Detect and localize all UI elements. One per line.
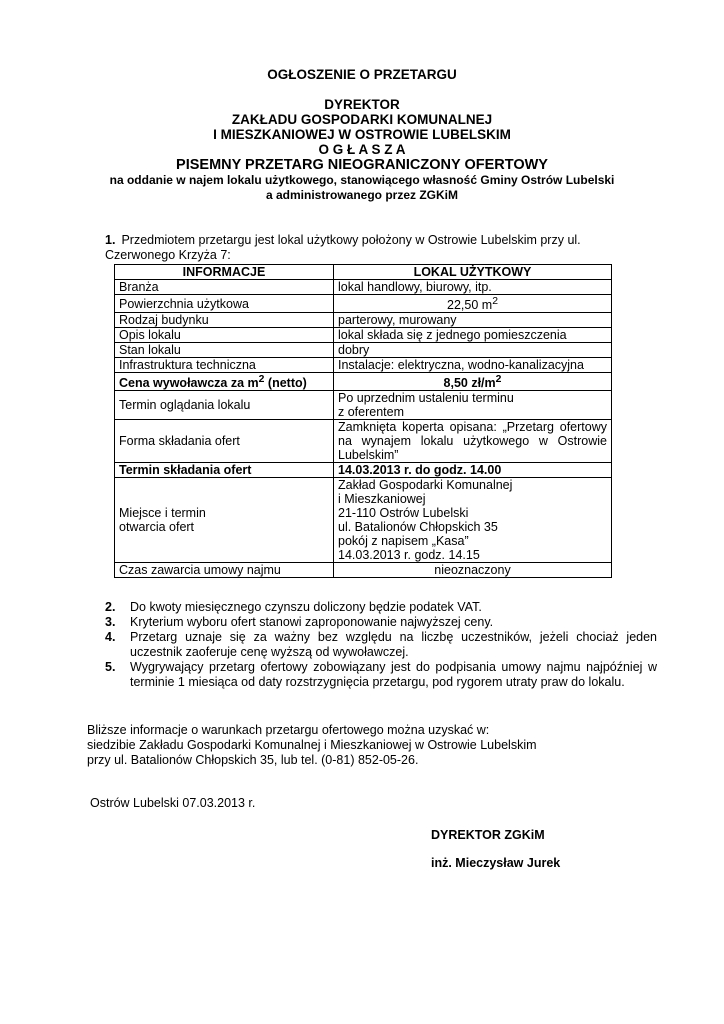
subtitle-line-2: a administrowanego przez ZGKiM	[265, 188, 459, 202]
more-info: Bliższe informacje o warunkach przetargu ofertowego można uzyskać w: siedzibie Zakładu Gospodarki Komunalnej i Mieszkaniowej w Ostrowie Lubelskim przy ul. Batalionów Chłopskich 35, lub tel. (0-81) 852-05-26.	[87, 723, 537, 767]
header-informacje: INFORMACJE	[115, 265, 334, 280]
place-date: Ostrów Lubelski 07.03.2013 r.	[90, 796, 256, 810]
subtitle-line-1: na oddanie w najem lokalu użytkowego, stanowiącego własność Gminy Ostrów Lubelski	[109, 173, 615, 187]
row-value: 8,50 $zł/m^2$	[334, 373, 612, 391]
conditions-list	[105, 600, 657, 690]
row-label: Cena wywoławcza za $m^2$ (netto)	[115, 373, 334, 391]
org-line-2: ZAKŁADU GOSPODARKI KOMUNALNEJ	[231, 112, 493, 127]
list-item: 4. Przetarg uznaje się za ważny bez względu na liczbę uczestników, jeżeli chociaż jeden uczestnik zaoferuje cenę wyższą od wywoławczej.	[105, 630, 657, 659]
org-line-1: DYREKTOR	[324, 97, 400, 112]
row-label: Termin składania ofert	[115, 463, 334, 478]
table-row	[115, 328, 612, 343]
tender-type: PISEMNY PRZETARG NIEOGRANICZONY OFERTOWY	[176, 157, 548, 173]
row-label: Infrastruktura techniczna	[115, 358, 334, 373]
row-value: Instalacje: elektryczna, wodno-kanalizacyjna	[334, 358, 612, 373]
table-row	[115, 280, 612, 295]
row-label: Branża	[115, 280, 334, 295]
row-value: Zamknięta koperta opisana: „Przetarg ofertowy na wynajem lokalu użytkowego w Ostrowie Lubelskim”	[334, 420, 612, 463]
list-item: 5. Wygrywający przetarg ofertowy zobowiązany jest do podpisania umowy najmu najpóźniej w terminie 1 miesiąca od daty rozstrzygnięcia przetargu, pod rygorem utraty praw do lokalu.	[105, 660, 657, 689]
announces-line: O G Ł A S Z A	[318, 142, 406, 157]
document-title: OGŁOSZENIE O PRZETARGU	[267, 67, 457, 82]
signature-title: DYREKTOR ZGKiM	[431, 828, 545, 842]
row-label: Miejsce i termin otwarcia ofert	[115, 478, 334, 563]
table-row	[115, 463, 612, 478]
table-row	[115, 391, 612, 420]
table-row	[115, 358, 612, 373]
org-line-3: I MIESZKANIOWEJ W OSTROWIE LUBELSKIM	[213, 127, 511, 142]
row-label: Termin oglądania lokalu	[115, 391, 334, 420]
row-label: Opis lokalu	[115, 328, 334, 343]
table-row	[115, 420, 612, 463]
row-value: lokal handlowy, biurowy, itp.	[334, 280, 612, 295]
table-row	[115, 563, 612, 578]
intro-text: Przedmiotem przetargu jest lokal użytkowy położony w Ostrowie Lubelskim przy ul. Czerwonego Krzyża 7:	[105, 233, 581, 262]
header-lokal: LOKAL UŻYTKOWY	[334, 265, 612, 280]
intro-number: 1.	[105, 233, 116, 247]
property-info-table	[114, 264, 612, 578]
row-label: Stan lokalu	[115, 343, 334, 358]
row-value: 22,50 $m^2$	[334, 295, 612, 313]
row-value: parterowy, murowany	[334, 313, 612, 328]
list-item: 2. Do kwoty miesięcznego czynszu doliczony będzie podatek VAT.	[105, 600, 482, 614]
table-row	[115, 343, 612, 358]
row-value: 14.03.2013 r. do godz. 14.00	[334, 463, 612, 478]
row-value: lokal składa się z jednego pomieszczenia	[334, 328, 612, 343]
intro-paragraph	[105, 233, 625, 263]
table-header-row	[115, 265, 612, 280]
row-value: nieoznaczony	[334, 563, 612, 578]
row-label: Rodzaj budynku	[115, 313, 334, 328]
table-row	[115, 373, 612, 391]
table-row	[115, 478, 612, 563]
row-value: dobry	[334, 343, 612, 358]
row-label: Czas zawarcia umowy najmu	[115, 563, 334, 578]
row-label: Forma składania ofert	[115, 420, 334, 463]
signature-name: inż. Mieczysław Jurek	[431, 856, 561, 870]
row-label: Powierzchnia użytkowa	[115, 295, 334, 313]
table-row	[115, 295, 612, 313]
row-value: Po uprzednim ustaleniu terminu z oferentem	[334, 391, 612, 420]
table-row	[115, 313, 612, 328]
list-item: 3. Kryterium wyboru ofert stanowi zaproponowanie najwyższej ceny.	[105, 615, 494, 629]
row-value: Zakład Gospodarki Komunalnej i Mieszkaniowej 21-110 Ostrów Lubelski ul. Batalionów Chłopskich 35 pokój z napisem „Kasa” 14.03.2013 r. godz. 14.15	[334, 478, 612, 563]
